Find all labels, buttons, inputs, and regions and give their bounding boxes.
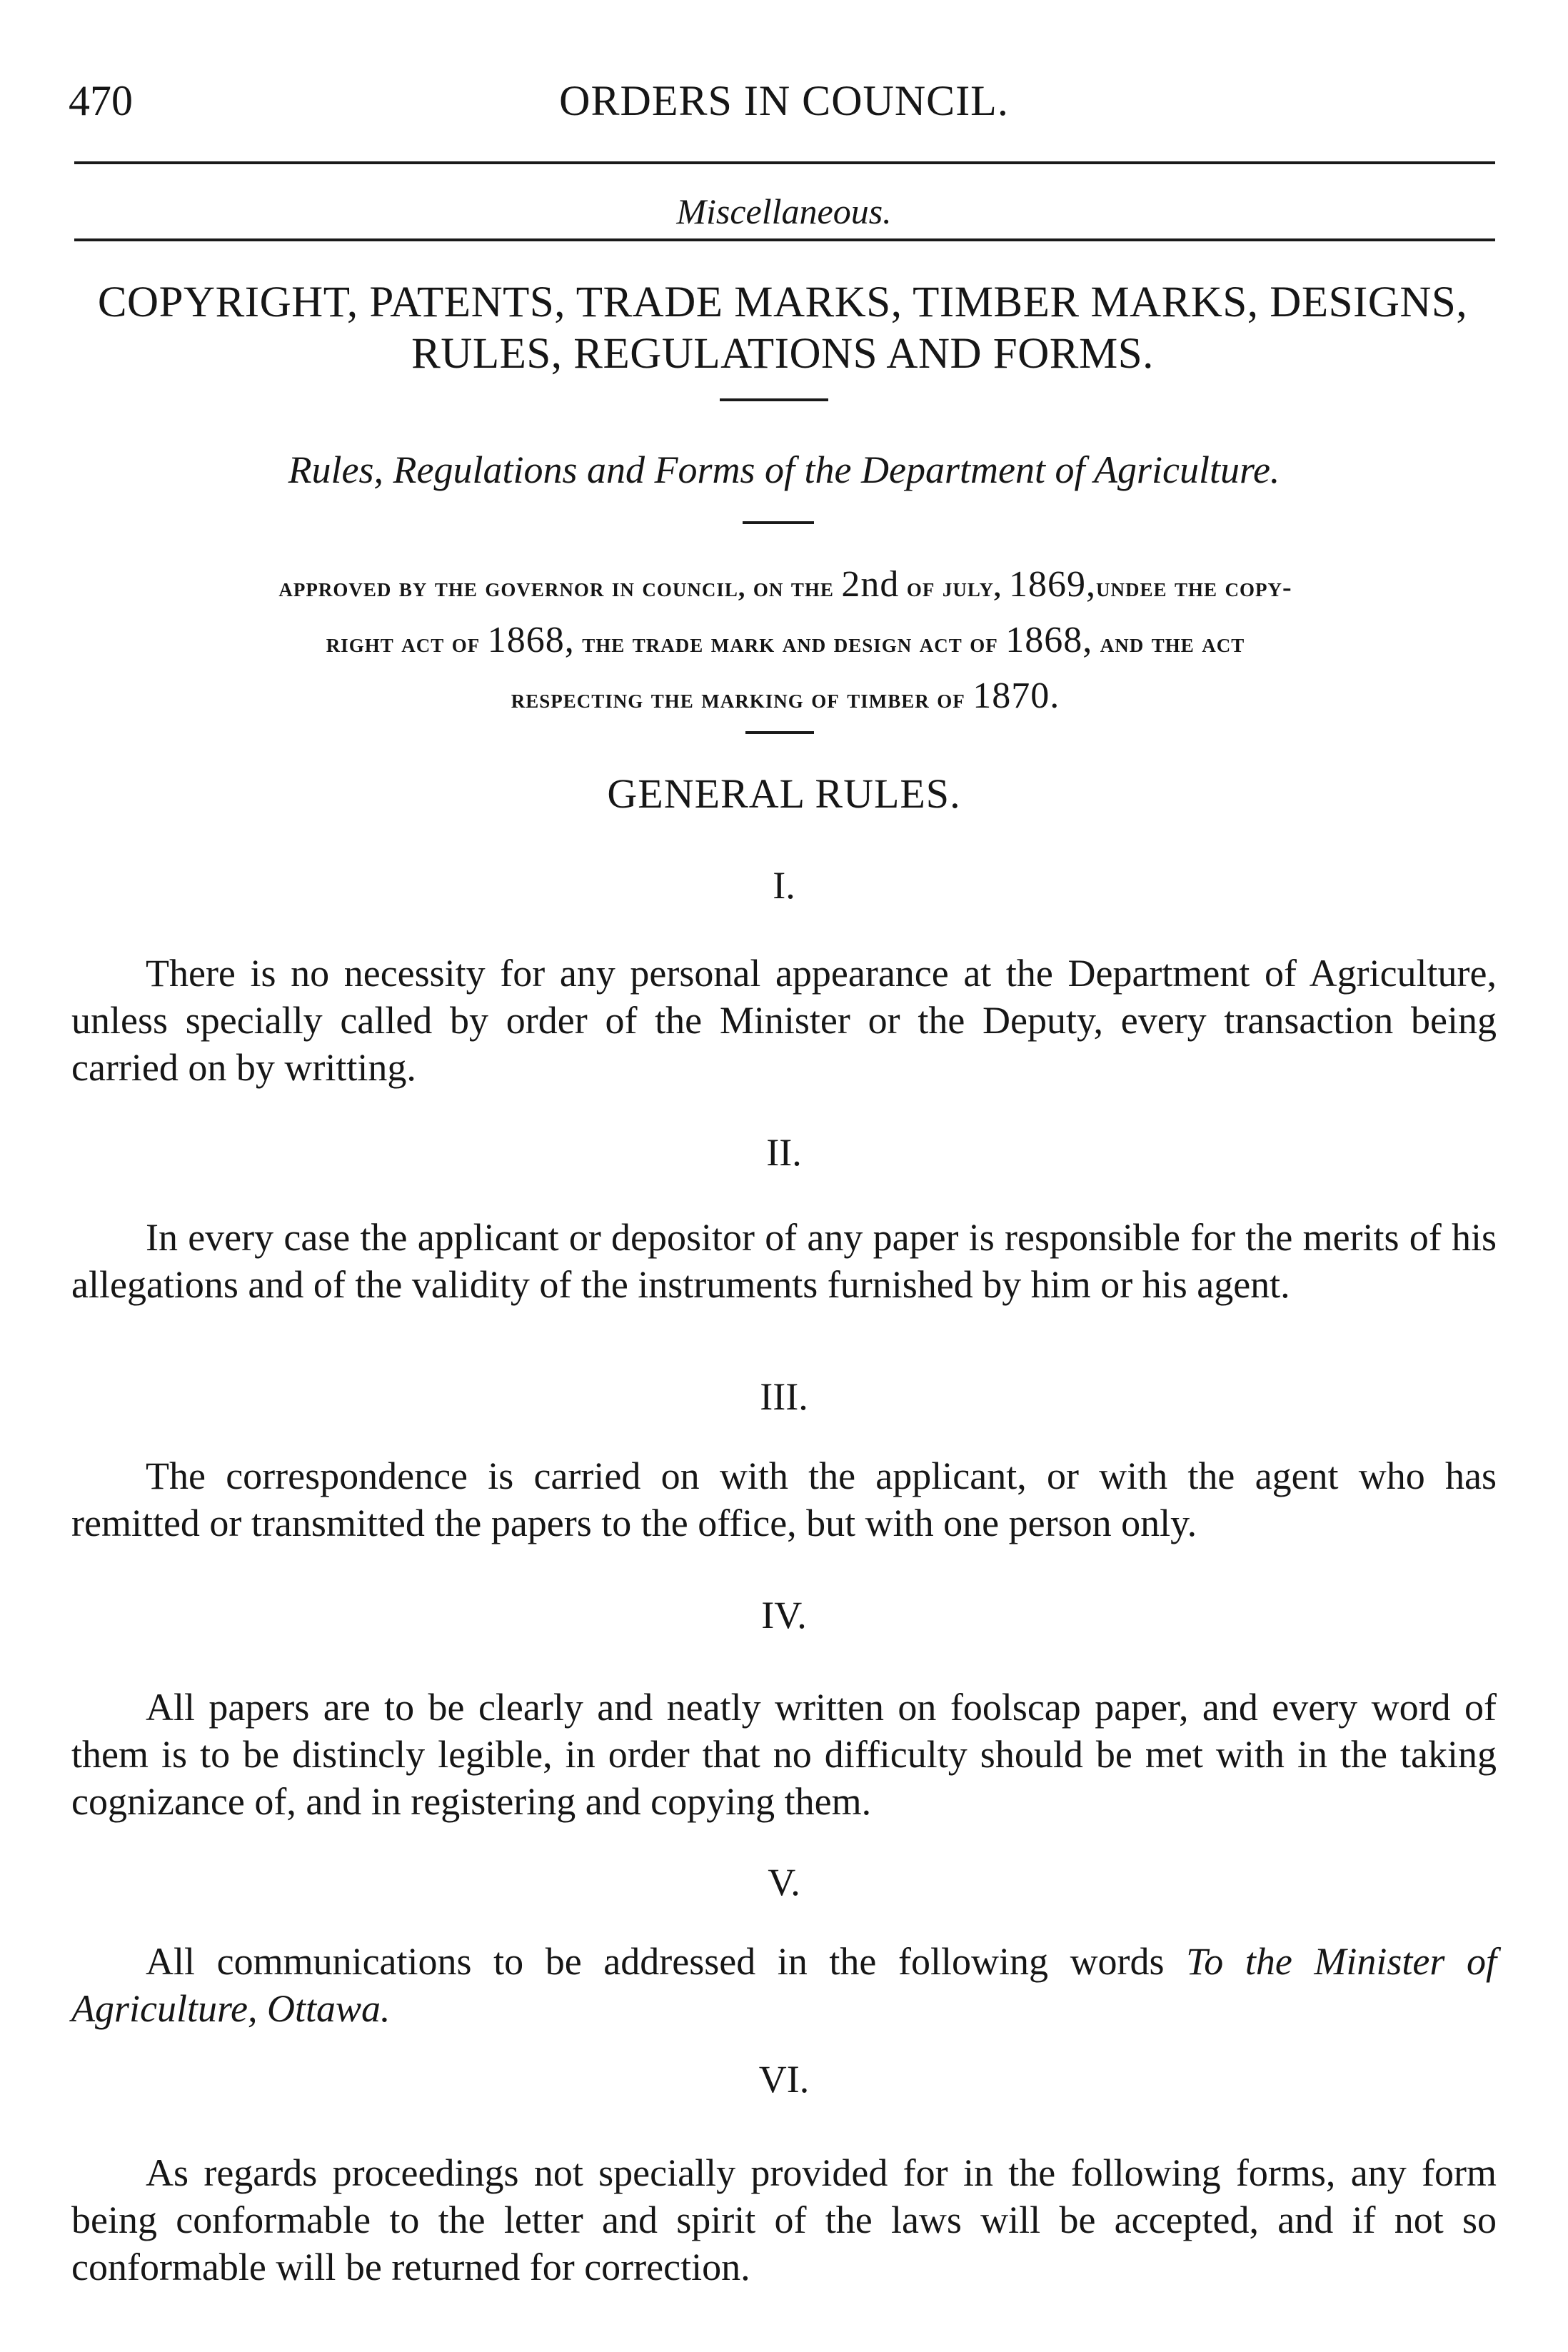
running-title: ORDERS IN COUNCIL.: [559, 77, 1009, 124]
rule-paragraph: The correspondence is carried on with the applicant, or with the agent who has remitted or transmitted the papers to the office, but with one person only.: [71, 1454, 1497, 1544]
main-heading-line-1: COPYRIGHT, PATENTS, TRADE MARKS, TIMBER MARKS, DESIGNS,: [97, 278, 1468, 326]
short-rule-3: [745, 731, 814, 734]
rule-numeral: III.: [760, 1375, 808, 1418]
subtitle: Rules, Regulations and Forms of the Department of Agriculture.: [288, 448, 1280, 491]
short-rule-1: [720, 398, 828, 401]
top-rule: [74, 161, 1495, 164]
rule-paragraph: In every case the applicant or depositor of any paper is responsible for the merits of his allegations and of the validity of the instruments furnished by him or his agent.: [71, 1216, 1497, 1306]
page-number: 470: [69, 77, 133, 124]
rule-paragraph: All papers are to be clearly and neatly written on foolscap paper, and every word of them is to be distincly legible, in order that no difficulty should be met with in the taking cognizance of, and in registering and copying them.: [71, 1686, 1497, 1823]
rule-numeral: I.: [773, 864, 795, 907]
rule-numeral: IV.: [761, 1594, 807, 1637]
main-heading: [69, 277, 1497, 380]
rule-numeral: VI.: [758, 2058, 810, 2101]
main-heading-line-2: RULES, REGULATIONS AND FORMS.: [411, 330, 1154, 378]
rule-numeral: V.: [768, 1861, 800, 1904]
section-label: Miscellaneous.: [676, 191, 892, 231]
approval-line-3: respecting the marking of timber of 1870.: [511, 675, 1060, 716]
rule-paragraph: All communications to be addressed in the following words To the Minister of Agriculture, Ottawa.: [71, 1940, 1497, 2030]
rule-paragraph: There is no necessity for any personal appearance at the Department of Agriculture, unless specially called by order of the Minister or the Deputy, every transaction being carried on by writting.: [71, 952, 1497, 1089]
rule-paragraph: As regards proceedings not specially provided for in the following forms, any form being conformable to the letter and spirit of the laws will be accepted, and if not so conformable will be returned for correction.: [71, 2151, 1497, 2288]
rule-numeral: II.: [766, 1131, 802, 1174]
approval-line-1: approved by the governor in council, on the 2nd of july, 1869,undee the copy-: [278, 564, 1292, 605]
short-rule-2: [743, 521, 814, 524]
general-rules-heading: GENERAL RULES.: [607, 770, 961, 817]
approval-line-2: right act of 1868, the trade mark and design act of 1868, and the act: [326, 620, 1245, 660]
section-rule: [74, 238, 1495, 241]
approval-statement: [79, 558, 1492, 725]
